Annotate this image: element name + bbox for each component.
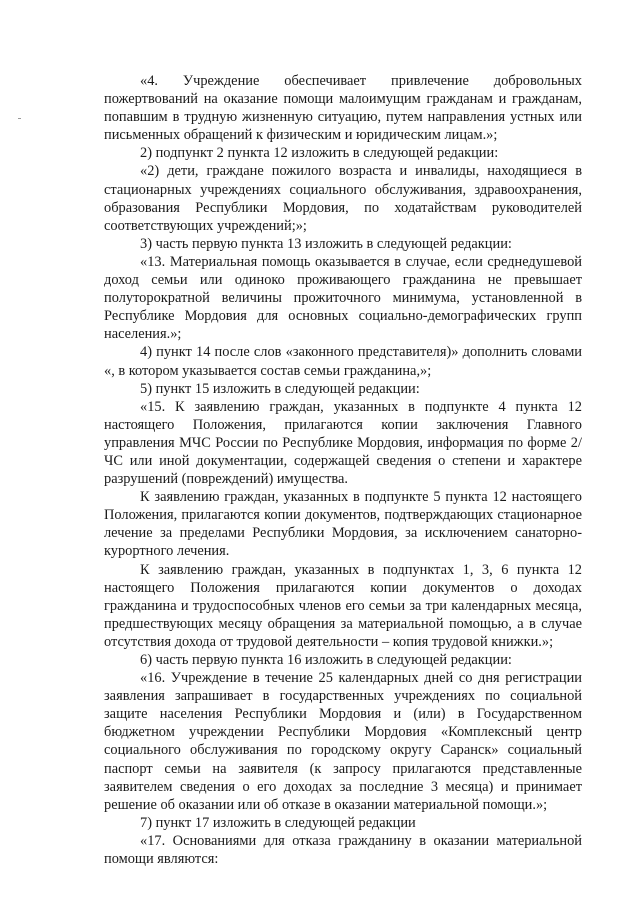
paragraph-item-15-text: «15. К заявлению граждан, указанных в подпункте 4 пункта 12 настоящего Положения, прилагаются копии заключения Главного управления МЧС России по Республике Мордовия, информация по форме 2/ЧС или иной документации, содержащей сведения о степени и характере разрушений (повреждений) имущества.	[104, 398, 582, 488]
paragraph-item-16-text: «16. Учреждение в течение 25 календарных дней со дня регистрации заявления запрашивает в государственных учреждениях по социальной защите населения Республики Мордовия и (или) в Государственном бюджетном учреждении Республики Мордовия «Комплексный центр социального обслуживания по городскому округу Саранск» социальный паспорт семьи на заявителя (к запросу прилагаются представленные заявителем сведения о его доходах за последние 3 месяца) и принимает решение об оказании или об отказе в оказании материальной помощи.»;	[104, 670, 582, 813]
paragraph-amendment-5: 5) пункт 15 изложить в следующей редакции:	[140, 380, 420, 397]
paragraph-amendment-2: 2) подпункт 2 пункта 12 изложить в следующей редакции:	[140, 145, 499, 162]
paragraph-item-17-text: «17. Основаниями для отказа гражданину в оказании материальной помощи являются:	[104, 832, 582, 868]
paragraph-amendment-4: 4) пункт 14 после слов «законного представителя)» дополнить словами «, в котором указывается состав семьи гражданина,»;	[104, 344, 582, 379]
document-body	[104, 72, 582, 868]
paragraph-item-15-subitems-1-3-6: К заявлению граждан, указанных в подпунктах 1, 3, 6 пункта 12 настоящего Положения прилагаются копии документов о доходах гражданина и трудоспособных членов его семьи за три календарных месяца, предшествующих месяцу обращения за материальной помощью, а в случае отсутствия дохода от трудовой деятельности – копия трудовой книжки.»;	[104, 561, 582, 650]
paragraph-amendment-6: 6) часть первую пункта 16 изложить в следующей редакции:	[140, 652, 512, 668]
paragraph-item-4: «4. Учреждение обеспечивает привлечение добровольных пожертвований на оказание помощи малоимущим гражданам и гражданам, попавшим в трудную жизненную ситуацию, путем направления устных или письменных обращений к физическим и юридическим лицам.»;	[104, 73, 582, 144]
paragraph-subitem-2-text: «2) дети, граждане пожилого возраста и инвалиды, находящиеся в стационарных учреждениях социального обслуживания, здравоохранения, образования Республики Мордовия, по ходатайствам руководителей соответствующих учреждений;»;	[104, 163, 582, 234]
paragraph-amendment-7: 7) пункт 17 изложить в следующей редакции	[140, 814, 416, 831]
paragraph-item-15-subitem-5: К заявлению граждан, указанных в подпункте 5 пункта 12 настоящего Положения, прилагаются копии документов, подтверждающих стационарное лечение за пределами Республики Мордовия, за исключением санаторно-курортного лечения.	[104, 489, 582, 560]
paragraph-amendment-3: 3) часть первую пункта 13 изложить в следующей редакции:	[140, 235, 512, 252]
paragraph-item-13-text: «13. Материальная помощь оказывается в случае, если среднедушевой доход семьи или одиноко проживающего гражданина не превышает полуторократной величины прожиточного минимума, установленной в Республике Мордовия для основных социально-демографических групп населения.»;	[104, 253, 582, 343]
scan-mark	[18, 118, 21, 119]
